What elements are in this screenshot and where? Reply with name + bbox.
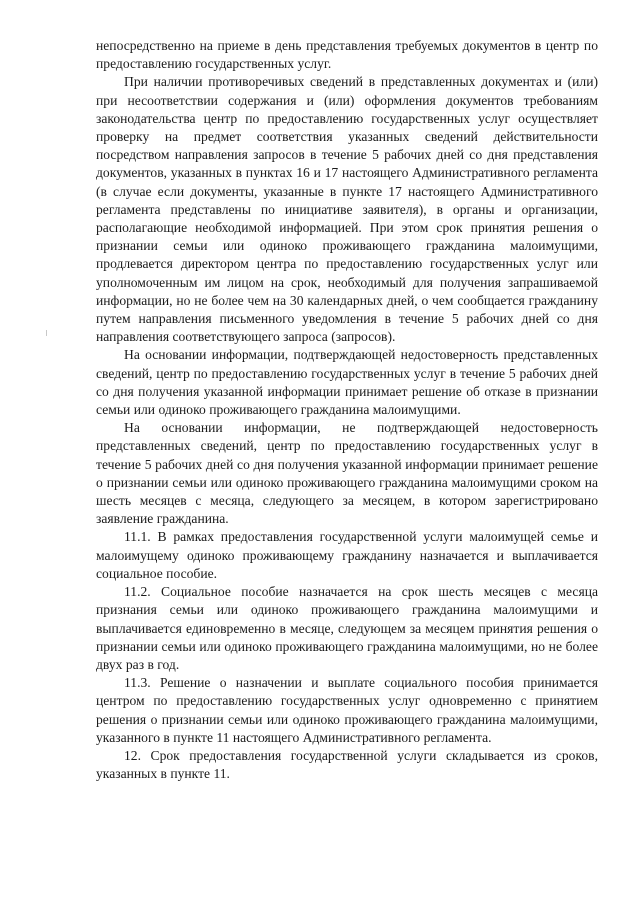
paragraph-continuation: непосредственно на приеме в день представления требуемых документов в центр по предоставлению государственных услуг. (96, 38, 598, 72)
paragraph-11-3: 11.3. Решение о назначении и выплате социального пособия принимается центром по предоставлению государственных услуг одновременно с принятием решения о признании семьи или одиноко проживающего гражданина малоимущими, указанного в пункте 11 настоящего Административного регламента. (96, 675, 598, 745)
paragraph-verification: При наличии противоречивых сведений в представленных документах и (или) при несоответствии содержания и (или) оформления документов требованиям законодательства центр по предоставлению государственных услуг осуществляет проверку на предмет соответствия указанных сведений действительности посредством направления запросов в течение 5 рабочих дней со дня представления документов, указанных в пунктах 16 и 17 настоящего Административного регламента (в случае если документы, указанные в пункте 17 настоящего Административного регламента представлены по инициативе заявителя), в органы и организации, располагающие необходимой информацией. При этом срок принятия решения о признании семьи или одиноко проживающего гражданина малоимущими, продлевается директором центра по предоставлению государственных услуг или уполномоченным им лицом на срок, необходимый для получения запрашиваемой информации, но не более чем на 30 календарных дней, о чем сообщается гражданину путем направления письменного уведомления в течение 5 рабочих дней со дня направления соответствующего запроса (запросов). (96, 74, 598, 345)
paragraph-12: 12. Срок предоставления государственной услуги складывается из сроков, указанных в пункте 11. (96, 747, 598, 782)
paragraph-11-2: 11.2. Социальное пособие назначается на срок шесть месяцев с месяца признания семьи или одиноко проживающего гражданина малоимущими и выплачивается единовременно в месяце, следующем за месяцем принятия решения о признании семьи или одиноко проживающего гражданина малоимущими, но не более двух раз в год. (96, 584, 598, 672)
paragraph-11-1: 11.1. В рамках предоставления государственной услуги малоимущей семье и малоимущему одиноко проживающему гражданину назначается и выплачивается социальное пособие. (96, 529, 598, 581)
paragraph-approval: На основании информации, не подтверждающей недостоверность представленных сведений, центр по предоставлению государственных услуг в течение 5 рабочих дней со дня получения указанной информации принимает решение о признании семьи или одиноко проживающего гражданина малоимущими сроком на шесть месяцев с месяца, следующего за месяцем, в котором зарегистрировано заявление гражданина. (96, 420, 598, 527)
margin-mark (46, 330, 47, 336)
document-body (96, 37, 598, 783)
paragraph-refusal: На основании информации, подтверждающей недостоверность представленных сведений, центр по предоставлению государственных услуг в течение 5 рабочих дней со дня получения указанной информации принимает решение об отказе в признании семьи или одиноко проживающего гражданина малоимущими. (96, 347, 598, 418)
